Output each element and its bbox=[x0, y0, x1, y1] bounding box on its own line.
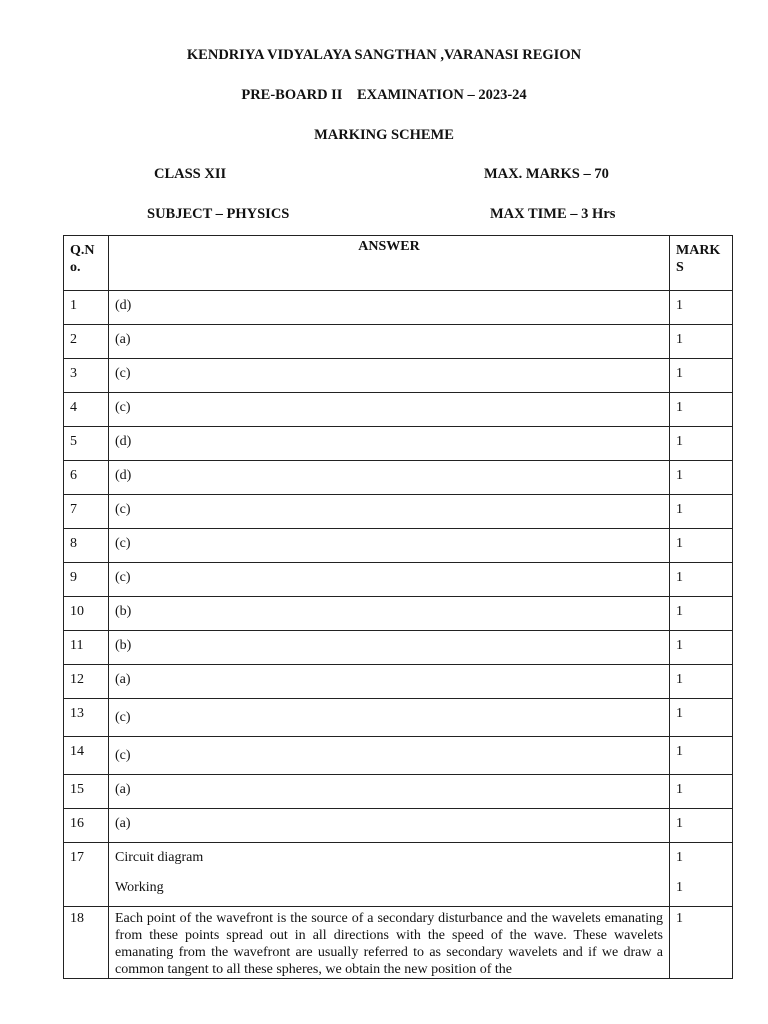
qno-cell: 3 bbox=[64, 359, 109, 393]
marks-cell: 1 bbox=[670, 427, 733, 461]
exam-heading: PRE-BOARD II EXAMINATION – 2023-24 bbox=[241, 87, 527, 103]
answer-cell: (a) bbox=[109, 665, 670, 699]
answer-cell: (d) bbox=[109, 427, 670, 461]
table-row-17 bbox=[64, 843, 733, 907]
marks-cell: 1 bbox=[670, 563, 733, 597]
table-row bbox=[64, 529, 733, 563]
marks-cell: 1 bbox=[670, 907, 733, 979]
marks-header: MARK S bbox=[670, 236, 733, 291]
answer-cell: (c) bbox=[109, 737, 670, 775]
answer-cell: (c) bbox=[109, 359, 670, 393]
page-title: MARKING SCHEME bbox=[314, 127, 454, 143]
table-row bbox=[64, 393, 733, 427]
qno-cell: 8 bbox=[64, 529, 109, 563]
answer-cell: (c) bbox=[109, 699, 670, 737]
marks-cell: 1 bbox=[670, 631, 733, 665]
answer-cell: (c) bbox=[109, 495, 670, 529]
table-row bbox=[64, 699, 733, 737]
qno-cell: 6 bbox=[64, 461, 109, 495]
qno-cell: 16 bbox=[64, 809, 109, 843]
marks-cell: 1 bbox=[670, 665, 733, 699]
qno-cell: 11 bbox=[64, 631, 109, 665]
table-body bbox=[64, 291, 733, 979]
qno-cell: 1 bbox=[64, 291, 109, 325]
answer-cell: (a) bbox=[109, 775, 670, 809]
table-row bbox=[64, 631, 733, 665]
answer-header: ANSWER bbox=[109, 236, 670, 291]
table-row bbox=[64, 809, 733, 843]
table-row bbox=[64, 495, 733, 529]
marks-cell: 1 bbox=[670, 495, 733, 529]
answer-cell: (b) bbox=[109, 631, 670, 665]
marks-cell: 1 bbox=[670, 597, 733, 631]
marking-scheme-table bbox=[63, 235, 733, 979]
qno-cell: 10 bbox=[64, 597, 109, 631]
marks-cell: 1 bbox=[670, 393, 733, 427]
table-row bbox=[64, 737, 733, 775]
marks-cell: 1 bbox=[670, 775, 733, 809]
table-row bbox=[64, 597, 733, 631]
marks-cell: 1 bbox=[670, 461, 733, 495]
marks-cell: 1 bbox=[670, 529, 733, 563]
org-heading: KENDRIYA VIDYALAYA SANGTHAN ,VARANASI REGION bbox=[186, 47, 582, 63]
marks-line: 1 bbox=[676, 850, 683, 865]
marks-cell bbox=[670, 843, 733, 907]
max-marks-label: MAX. MARKS – 70 bbox=[484, 166, 609, 182]
qno-cell: 2 bbox=[64, 325, 109, 359]
answer-cell: (c) bbox=[109, 563, 670, 597]
table-row bbox=[64, 325, 733, 359]
answer-line: Working bbox=[115, 880, 164, 895]
answer-cell: (d) bbox=[109, 461, 670, 495]
marks-cell: 1 bbox=[670, 325, 733, 359]
table-row bbox=[64, 665, 733, 699]
table-row bbox=[64, 291, 733, 325]
marks-cell: 1 bbox=[670, 291, 733, 325]
marks-cell: 1 bbox=[670, 737, 733, 775]
answer-cell: (a) bbox=[109, 325, 670, 359]
answer-cell bbox=[109, 843, 670, 907]
table-row bbox=[64, 461, 733, 495]
table-header-row bbox=[64, 236, 733, 291]
qno-cell: 12 bbox=[64, 665, 109, 699]
qno-header: Q.N o. bbox=[64, 236, 109, 291]
table-row bbox=[64, 775, 733, 809]
answer-cell: (c) bbox=[109, 393, 670, 427]
max-time-label: MAX TIME – 3 Hrs bbox=[490, 206, 616, 222]
marks-line: 1 bbox=[676, 880, 683, 895]
qno-cell: 5 bbox=[64, 427, 109, 461]
answer-line: Circuit diagram bbox=[115, 850, 204, 865]
qno-cell: 9 bbox=[64, 563, 109, 597]
answer-cell: (c) bbox=[109, 529, 670, 563]
qno-cell: 17 bbox=[64, 843, 109, 907]
answer-cell: (d) bbox=[109, 291, 670, 325]
answer-cell: Each point of the wavefront is the source of a secondary disturbance and the wavelets emanating from these points spread out in all directions with the speed of the wave. These wavelets emanating from the wavefront are usually referred to as secondary wavelets and if we draw a common tangent to all these spheres, we obtain the new position of the bbox=[109, 907, 670, 979]
subject-label: SUBJECT – PHYSICS bbox=[147, 206, 290, 222]
marks-cell: 1 bbox=[670, 359, 733, 393]
qno-cell: 18 bbox=[64, 907, 109, 979]
class-label: CLASS XII bbox=[154, 166, 227, 182]
qno-cell: 15 bbox=[64, 775, 109, 809]
qno-cell: 4 bbox=[64, 393, 109, 427]
marks-cell: 1 bbox=[670, 699, 733, 737]
marks-cell: 1 bbox=[670, 809, 733, 843]
qno-cell: 7 bbox=[64, 495, 109, 529]
table-row bbox=[64, 427, 733, 461]
answer-cell: (a) bbox=[109, 809, 670, 843]
qno-cell: 14 bbox=[64, 737, 109, 775]
answer-cell: (b) bbox=[109, 597, 670, 631]
table-row bbox=[64, 563, 733, 597]
table-row bbox=[64, 359, 733, 393]
table-row-18 bbox=[64, 907, 733, 979]
qno-cell: 13 bbox=[64, 699, 109, 737]
